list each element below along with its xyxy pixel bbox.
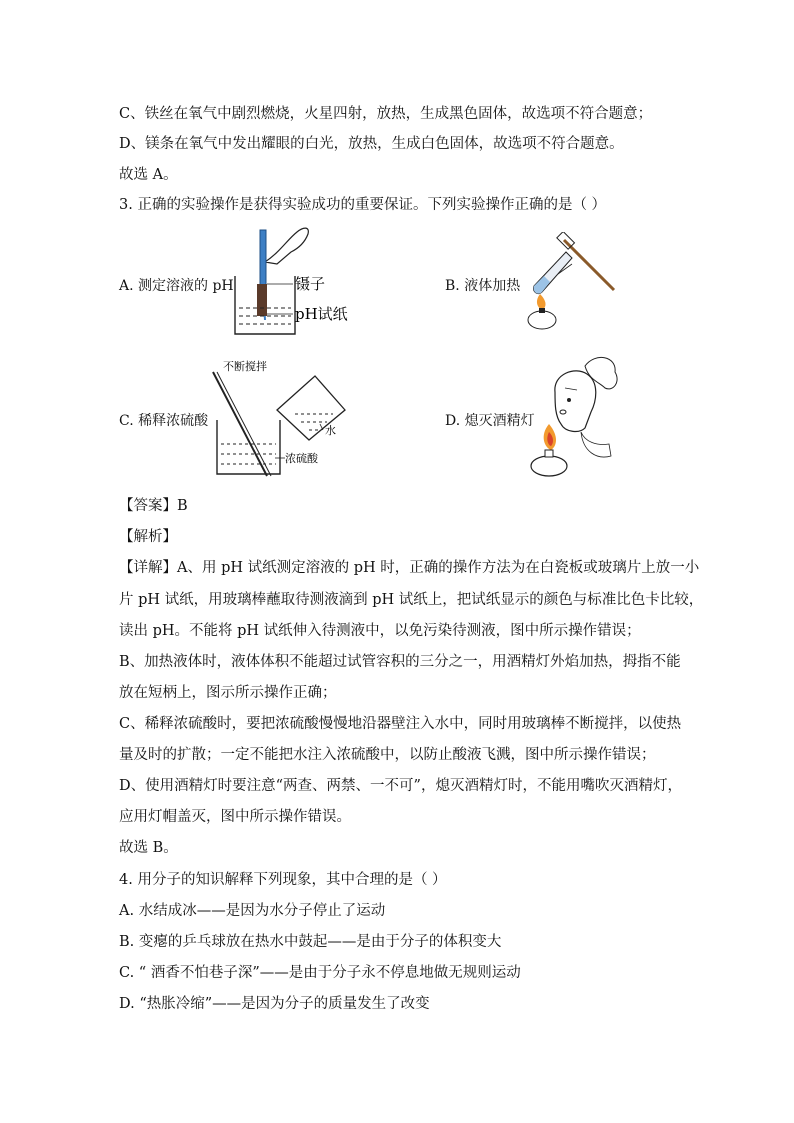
figure-ph-test: [225, 222, 370, 344]
explanation-line: 量及时的扩散；一定不能把水注入浓硫酸中，以防止酸液飞溅，图中所示操作错误；: [119, 747, 656, 763]
figure-extinguish-lamp: [525, 352, 625, 482]
explanation-line: 片 pH 试纸，用玻璃棒蘸取待测液滴到 pH 试纸上，把试纸显示的颜色与标准比色卡比较，: [119, 592, 704, 608]
label-ph-paper: pH试纸: [295, 305, 348, 323]
question-4-option-c: C. “ 酒香不怕巷子深”——是由于分子永不停息地做无规则运动: [119, 965, 521, 981]
question-4: 4. 用分子的知识解释下列现象，其中合理的是（ ）: [119, 872, 447, 888]
figure-liquid-heating: [520, 232, 620, 332]
text-line: C、铁丝在氧气中剧烈燃烧，火星四射，放热，生成黑色固体，故选项不符合题意；: [119, 106, 653, 122]
hair-icon: [585, 357, 617, 388]
ph-strip: [257, 284, 267, 316]
label-water: 水: [325, 424, 336, 437]
test-tube-holder: [564, 240, 614, 290]
label-stir: 不断搅拌: [223, 360, 267, 373]
flame-icon: [537, 294, 546, 310]
glass-rod: [213, 372, 267, 476]
explanation-line: B、加热液体时，液体体积不能超过试管容积的三分之一，用酒精灯外焰加热，拇指不能: [119, 654, 681, 670]
hand-icon: [265, 228, 308, 264]
label-acid: 浓硫酸: [285, 452, 318, 465]
question-4-option-a: A. 水结成冰——是因为水分子停止了运动: [119, 903, 386, 919]
explanation-line: 故选 B。: [119, 840, 178, 856]
explanation-line: 读出 pH。不能将 pH 试纸伸入待测液中，以免污染待测液，图中所示操作错误；: [119, 623, 641, 639]
option-b-label: B. 液体加热: [445, 278, 521, 294]
text-line: D、镁条在氧气中发出耀眼的白光，放热，生成白色固体，故选项不符合题意。: [119, 136, 624, 152]
analysis-heading: 【解析】: [119, 529, 177, 545]
figure-dilute-acid: [205, 358, 365, 480]
option-d-label: D. 熄灭酒精灯: [445, 413, 535, 429]
label-tweezers: 镊子: [295, 275, 326, 293]
alcohol-lamp: [531, 456, 567, 476]
alcohol-lamp: [528, 311, 556, 329]
question-3: 3. 正确的实验操作是获得实验成功的重要保证。下列实验操作正确的是（ ）: [119, 197, 607, 213]
explanation-line: C、稀释浓硫酸时，要把浓硫酸慢慢地沿器壁注入水中，同时用玻璃棒不断搅拌，以使热: [119, 716, 682, 732]
question-4-option-b: B. 变瘪的乒乓球放在热水中鼓起——是由于分子的体积变大: [119, 934, 502, 950]
beaker: [217, 420, 280, 474]
dropper-icon: [260, 230, 266, 288]
explanation-line: 应用灯帽盖灭，图中所示操作错误。: [119, 809, 351, 825]
text-line: 故选 A。: [119, 167, 178, 183]
explanation-line: 放在短柄上，图示所示操作正确；: [119, 685, 337, 701]
question-4-option-d: D. “热胀冷缩”——是因为分子的质量发生了改变: [119, 996, 430, 1012]
option-c-label: C. 稀释浓硫酸: [119, 413, 209, 429]
answer: 【答案】B: [119, 498, 188, 514]
option-a-label: A. 测定溶液的 pH: [119, 278, 234, 294]
explanation-line: 【详解】A、用 pH 试纸测定溶液的 pH 时，正确的操作方法为在白瓷板或玻璃片上放一小: [119, 560, 700, 576]
explanation-line: D、使用酒精灯时要注意“两查、两禁、一不可”，熄灭酒精灯时，不能用嘴吹灭酒精灯，: [119, 778, 682, 794]
